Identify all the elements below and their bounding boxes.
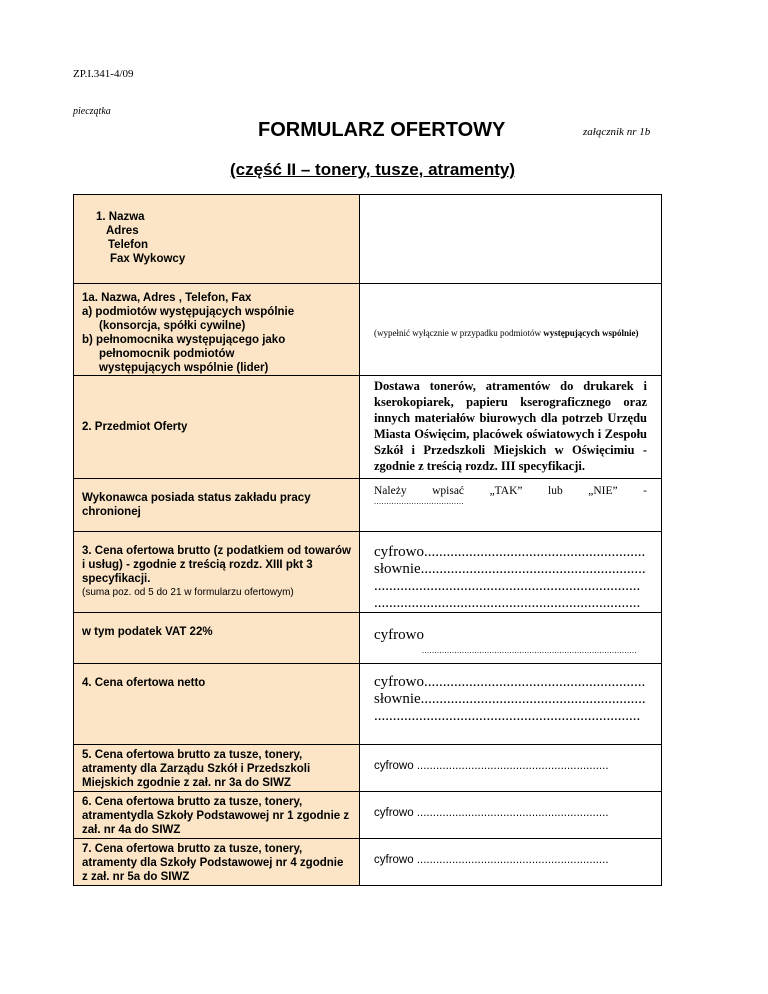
joint-label-line: występujących wspólnie (lider) [99, 362, 269, 374]
name-label: 1. Nazwa [96, 211, 145, 223]
table-row [74, 613, 662, 664]
offer-form-table [73, 194, 662, 886]
gross-price-line: ....................................................................... [374, 578, 641, 594]
net-price-value-cell[interactable] [360, 664, 662, 745]
gross-price-label-cell [74, 532, 360, 613]
contractor-label-cell [74, 195, 360, 284]
price-sp4-label: 7. Cena ofertowa brutto za tusze, tonery, atramenty dla Szkoły Podstawowej nr 4 zgodnie z zał. nr 5a do SIWZ [82, 843, 344, 883]
subject-value-cell [360, 376, 662, 479]
vat-dots: ...................................................................................... [422, 646, 637, 655]
price-sp1-label-cell [74, 792, 360, 839]
gross-price-words: słownie............................................................ [374, 561, 646, 577]
table-row [74, 284, 662, 376]
table-row [74, 745, 662, 792]
price-zarzad-digits: cyfrowo ............................................................ [374, 760, 609, 772]
gross-price-line: ....................................................................... [374, 595, 641, 611]
net-price-label-cell [74, 664, 360, 745]
price-sp1-label: 6. Cena ofertowa brutto za tusze, tonery, atramentydla Szkoły Podstawowej nr 1 zgodnie z zał. nr 4a do SIWZ [82, 796, 350, 836]
protected-status-value-cell[interactable] [360, 479, 662, 532]
annex-label: załącznik nr 1b [583, 126, 651, 138]
vat-label: w tym podatek VAT 22% [82, 626, 213, 638]
vat-value-cell[interactable] [360, 613, 662, 664]
price-zarzad-label: 5. Cena ofertowa brutto za tusze, tonery, atramenty dla Zarządu Szkół i Przedszkoli Miejskich zgodnie z zał. nr 3a do SIWZ [82, 749, 311, 789]
note-bold: występujących wspólnie) [543, 328, 639, 338]
protected-status-dots: .................................... [374, 497, 464, 506]
phone-label: Telefon [108, 239, 149, 251]
price-sp4-value-cell[interactable] [360, 839, 662, 886]
joint-label-line: (konsorcja, spółki cywilne) [99, 320, 246, 332]
joint-entities-value-cell[interactable] [360, 284, 662, 376]
table-row [74, 839, 662, 886]
gross-price-label: 3. Cena ofertowa brutto (z podatkiem od towarów i usług) - zgodnie z treścią rozdz. XIII pkt 3 specyfikacji. [82, 545, 351, 585]
joint-label-line: a) podmiotów występujących wspólnie [82, 306, 295, 318]
joint-label-line: 1a. Nazwa, Adres , Telefon, Fax [82, 292, 252, 304]
gross-price-digits: cyfrowo........................................................... [374, 544, 646, 560]
protected-status-label: Wykonawca posiada status zakładu pracy chronionej [82, 492, 311, 518]
table-row [74, 479, 662, 532]
form-title: FORMULARZ OFERTOWY [258, 119, 506, 141]
joint-label-line: b) pełnomocnika występującego jako [82, 334, 286, 346]
net-price-line: ....................................................................... [374, 708, 641, 724]
address-label: Adres [106, 225, 139, 237]
price-zarzad-value-cell[interactable] [360, 745, 662, 792]
table-row [74, 792, 662, 839]
price-sp4-label-cell [74, 839, 360, 886]
price-sp1-digits: cyfrowo ............................................................ [374, 807, 609, 819]
vat-label-cell [74, 613, 360, 664]
fax-label: Fax Wykowcy [110, 253, 186, 265]
gross-price-sublabel: (suma poz. od 5 do 21 w formularzu ofertowym) [82, 587, 294, 598]
subject-description: Dostawa tonerów, atramentów do drukarek i kserokopiarek, papieru kserograficznego oraz innych materiałów biurowych dla potrzeb Urzędu Miasta Oświęcim, placówek oświatowych i Zespołu Szkół i Przedszkoli Miejskich w Oświęcimiu - zgodnie z treścią rozdz. III specyfikacji. [374, 379, 647, 473]
subject-label: 2. Przedmiot Oferty [82, 421, 188, 433]
form-subtitle: (część II – tonery, tusze, atramenty) [230, 160, 516, 179]
vat-digits-label: cyfrowo [374, 627, 424, 643]
price-sp1-value-cell[interactable] [360, 792, 662, 839]
gross-price-value-cell[interactable] [360, 532, 662, 613]
stamp-label: pieczątka [73, 106, 111, 117]
table-row [74, 664, 662, 745]
joint-entities-note [360, 284, 661, 339]
protected-status-label-cell [74, 479, 360, 532]
table-row [74, 376, 662, 479]
table-row [74, 195, 662, 284]
net-price-digits: cyfrowo........................................................... [374, 674, 646, 690]
net-price-label: 4. Cena ofertowa netto [82, 677, 206, 689]
subject-label-cell [74, 376, 360, 479]
table-row [74, 532, 662, 613]
document-reference: ZP.I.341-4/09 [73, 68, 134, 80]
price-zarzad-label-cell [74, 745, 360, 792]
price-sp4-digits: cyfrowo ............................................................ [374, 854, 609, 866]
note-prefix: (wypełnić wyłącznie w przypadku podmiotów [374, 328, 541, 338]
protected-status-instruction: Należy wpisać „TAK” lub „NIE” - [374, 485, 647, 497]
joint-label-line: pełnomocnik podmiotów [99, 348, 235, 360]
joint-entities-label-cell [74, 284, 360, 376]
net-price-words: słownie............................................................ [374, 691, 646, 707]
contractor-value-cell[interactable] [360, 195, 662, 284]
